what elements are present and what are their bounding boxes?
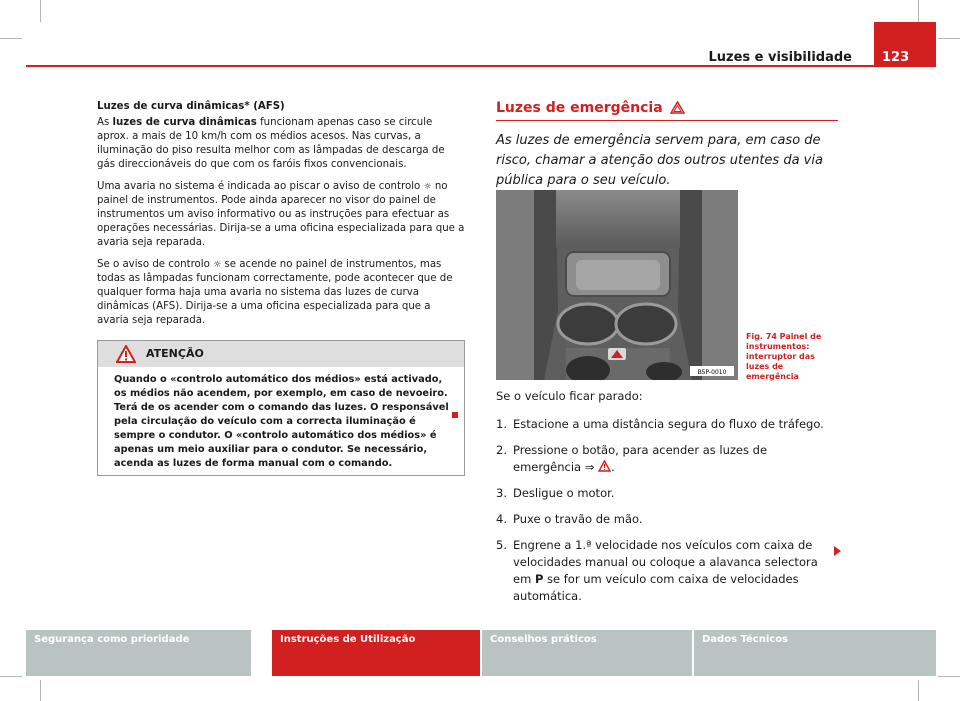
warning-title: ATENÇÃO [146, 347, 204, 360]
list-item: 2. Pressione o botão, para acender as luzes de emergência ⇒ . [496, 443, 768, 474]
footer-tabs [26, 630, 936, 676]
left-column [97, 100, 465, 476]
warning-text: Quando o «controlo automático dos médios» está activado, os médios não acendem, por exemplo, em caso de nevoeiro. Terá de os acender com o comando das luzes. O responsável pela circulação do veículo com a correcta iluminação é sempre o condutor. O «controlo automático dos médios» é apenas um meio auxiliar para o condutor. Se necessário, acenda as luzes de forma manual com o comando. [114, 374, 449, 469]
continue-arrow-icon [834, 546, 841, 556]
warning-triangle-icon [116, 345, 136, 363]
console-illustration [496, 190, 738, 380]
hazard-section-heading: Luzes de emergência [496, 100, 838, 117]
hazard-intro: As luzes de emergência servem para, em caso de risco, chamar a atenção dos outros utentes da via pública para o seu veículo. [496, 133, 823, 188]
warning-triangle-icon [598, 460, 611, 472]
parked-lead: Se o veículo ficar parado: [496, 389, 643, 403]
afs-term: luzes de curva dinâmicas [112, 117, 257, 128]
page-number: 123 [874, 22, 936, 67]
crop-mark [0, 38, 22, 39]
center-console-photo [496, 190, 738, 380]
crop-mark [938, 38, 960, 39]
crop-mark [938, 676, 960, 677]
warning-header [98, 341, 464, 367]
afs-paragraph-2: Uma avaria no sistema é indicada ao piscar o aviso de controlo ☼ no painel de instrumentos. Pode ainda aparecer no visor do painel de instrumentos um aviso informativo ou as instruções para efectuar as operações necessárias. Dirija-se a uma oficina especializada para que a avaria seja reparada. [97, 181, 465, 248]
list-item: 3. Desligue o motor. [496, 486, 615, 500]
list-item: 5. Engrene a 1.ª velocidade nos veículos com caixa de velocidades manual ou coloque a alavanca selectora em P se for um veículo com caixa de velocidades automática. [496, 538, 818, 603]
photo-code: B5P-0010 [697, 369, 727, 376]
header-rule [26, 65, 936, 67]
steps-list [496, 416, 838, 614]
control-lamp-icon: ☼ [423, 182, 432, 192]
list-item: 4. Puxe o travão de mão. [496, 512, 643, 526]
tab-dados-tecnicos[interactable]: Dados Técnicos [694, 630, 936, 676]
crop-mark [40, 680, 41, 701]
crop-mark [0, 676, 22, 677]
control-lamp-icon: ☼ [213, 260, 222, 270]
afs-paragraph-1: As luzes de curva dinâmicas funcionam apenas caso se circule aprox. a mais de 10 km/h com os médios acesos. Nas curvas, a iluminação do piso resulta melhor com as lâmpadas de descarga de gás direccionáveis do que com os faróis fixos convencionais. [97, 117, 445, 170]
crop-mark [918, 0, 919, 22]
hazard-triangle-icon [670, 101, 685, 114]
afs-heading: Luzes de curva dinâmicas* (AFS) [97, 101, 285, 112]
right-column [496, 100, 838, 191]
crop-mark [918, 680, 919, 701]
tab-conselhos[interactable]: Conselhos práticos [482, 630, 692, 676]
tab-seguranca[interactable]: Segurança como prioridade [26, 630, 251, 676]
warning-box [97, 340, 465, 476]
crop-mark [40, 0, 41, 22]
afs-paragraph-3: Se o aviso de controlo ☼ se acende no painel de instrumentos, mas todas as lâmpadas funcionam correctamente, pode acontecer que de qualquer forma haja uma avaria no sistema das luzes de curva dinâmicas (AFS). Dirija-se a uma oficina especializada para que a avaria seja reparada. [97, 259, 453, 326]
figure-caption: Fig. 74 Painel de instrumentos: interruptor das luzes de emergência [746, 332, 822, 381]
section-title: Luzes e visibilidade [708, 50, 852, 65]
list-item: 1. Estacione a uma distância segura do fluxo de tráfego. [496, 417, 824, 431]
heading-rule [496, 120, 838, 121]
section-end-marker [452, 412, 458, 418]
tab-instrucoes[interactable]: Instruções de Utilização [272, 630, 480, 676]
